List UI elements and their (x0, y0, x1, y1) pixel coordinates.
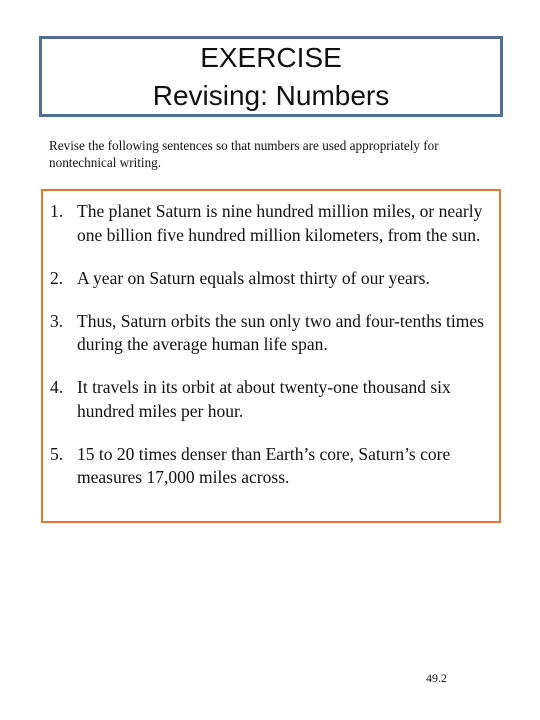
exercise-item-5 (43, 443, 499, 490)
slide-title-line2: Revising: Numbers (152, 80, 390, 111)
exercise-item-5-text: 15 to 20 times denser than Earth’s core, Saturn’s core measures 17,000 miles across. (77, 443, 451, 487)
exercise-item-3 (43, 310, 499, 357)
exercise-item-1-text: The planet Saturn is nine hundred million miles, or nearly one billion five hundred million kilometers, from the sun. (77, 201, 483, 245)
exercise-item-1 (43, 200, 499, 247)
exercise-item-3-text: Thus, Saturn orbits the sun only two and four-tenths times during the average human life span. (77, 310, 484, 354)
exercise-item-3-number: 3. (50, 310, 64, 331)
exercise-item-1-number: 1. (50, 201, 64, 221)
instructions-text: Revise the following sentences so that numbers are used appropriately for nontechnical writing. (49, 138, 439, 170)
exercise-item-2-text: A year on Saturn equals almost thirty of our years. (77, 267, 430, 288)
title-box (39, 36, 503, 117)
exercise-item-4 (43, 376, 499, 423)
exercise-item-2-number: 2. (50, 267, 64, 288)
exercise-list (43, 200, 499, 509)
page-number: 49.2 (426, 671, 447, 685)
exercise-item-2 (43, 267, 499, 291)
exercise-item-5-number: 5. (50, 443, 64, 464)
slide-title-line1: EXERCISE (200, 42, 342, 73)
exercise-item-4-text: It travels in its orbit at about twenty-one thousand six hundred miles per hour. (77, 377, 451, 421)
exercise-item-4-number: 4. (50, 377, 64, 397)
exercise-box (41, 189, 501, 523)
